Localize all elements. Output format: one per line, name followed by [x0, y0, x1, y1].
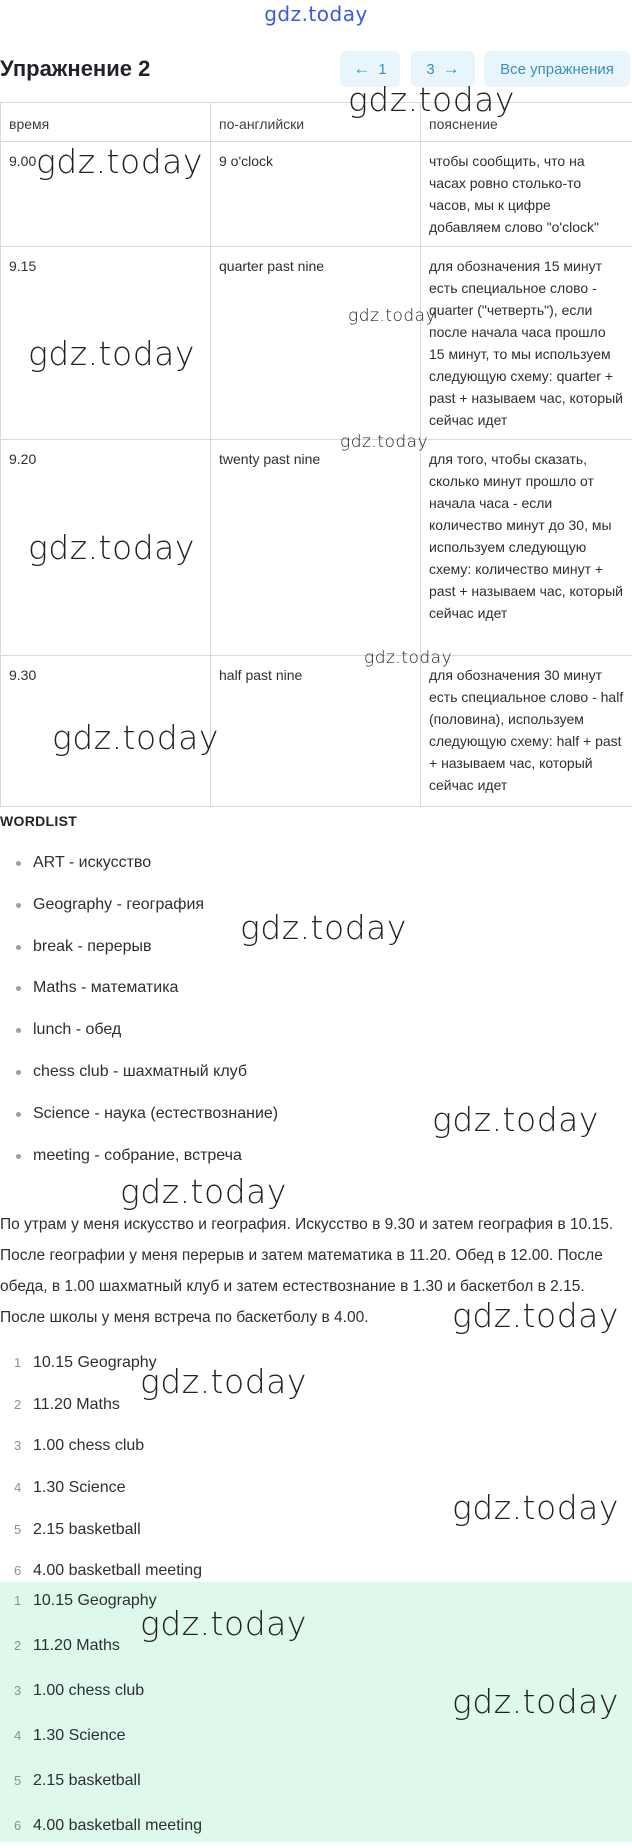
next-exercise-label: 3 [426, 61, 434, 78]
item-number: 5 [14, 1509, 21, 1551]
page-title: Упражнение 2 [0, 56, 150, 82]
item-number: 4 [14, 1713, 21, 1758]
cell-time: 9.30 [1, 656, 211, 808]
cell-time: 9.20 [1, 440, 211, 656]
table-row [1, 247, 632, 440]
prev-exercise-label: 1 [378, 61, 386, 78]
watermark: gdz.today [240, 908, 407, 947]
next-exercise-button[interactable] [411, 51, 475, 87]
item-text: 4.00 basketball meeting [33, 1817, 202, 1834]
watermark: gdz.today [452, 1488, 619, 1527]
cell-english: half past nine [211, 656, 421, 808]
cell-english: twenty past nine [211, 440, 421, 656]
item-number: 3 [14, 1668, 21, 1713]
arrow-right-icon: → [443, 59, 460, 79]
all-exercises-label: Все упражнения [500, 61, 614, 78]
table-header-row [1, 103, 632, 142]
list-item: lunch - обед [0, 1009, 632, 1051]
watermark: gdz.today [120, 1172, 287, 1211]
table-row [1, 440, 632, 656]
item-number: 6 [14, 1550, 21, 1592]
cell-explanation: для обозначения 15 минут есть специальное слово - quarter ("четверть"), если после начала часа прошло 15 минут, то мы используем следующую схему: quarter + past + называем час, который сейчас идет [421, 247, 632, 440]
list-item [0, 1425, 632, 1467]
list-item: chess club - шахматный клуб [0, 1051, 632, 1093]
item-number: 4 [14, 1467, 21, 1509]
list-item [0, 1509, 632, 1551]
item-number: 6 [14, 1803, 21, 1848]
list-item: Geography - география [0, 884, 632, 926]
list-item: Maths - математика [0, 967, 632, 1009]
item-number: 3 [14, 1425, 21, 1467]
arrow-left-icon: ← [353, 59, 370, 79]
item-text: 1.00 chess club [33, 1682, 144, 1699]
list-item [0, 1623, 632, 1668]
item-number: 5 [14, 1758, 21, 1803]
answer-list [0, 1342, 632, 1592]
column-header: пояснение [421, 103, 632, 142]
item-text: 11.20 Maths [33, 1637, 120, 1654]
watermark: gdz.today [340, 432, 428, 452]
item-text: 1.00 chess club [33, 1437, 144, 1454]
item-number: 2 [14, 1623, 21, 1668]
watermark: gdz.today [348, 306, 436, 326]
solution-table [0, 102, 632, 807]
list-item [0, 1668, 632, 1713]
watermark: gdz.today [364, 648, 452, 668]
item-text: 4.00 basketball meeting [33, 1562, 202, 1579]
cell-english: quarter past nine [211, 247, 421, 440]
watermark: gdz.today [52, 718, 219, 757]
list-item [0, 1384, 632, 1426]
watermark: gdz.today [36, 142, 203, 181]
wordlist-heading: WORDLIST [0, 813, 77, 829]
list-item: Science - наука (естествознание) [0, 1093, 632, 1135]
list-item [0, 1713, 632, 1758]
watermark: gdz.today [348, 80, 515, 119]
watermark: gdz.today [28, 334, 195, 373]
answer-box-list [0, 1578, 632, 1848]
list-item: break - перерыв [0, 926, 632, 968]
watermark: gdz.today [28, 528, 195, 567]
watermark: gdz.today [140, 1362, 307, 1401]
item-number: 1 [14, 1342, 21, 1384]
column-header: по-английски [211, 103, 421, 142]
all-exercises-button[interactable] [484, 51, 630, 87]
watermark: gdz.today [140, 1604, 307, 1643]
list-item [0, 1342, 632, 1384]
wordlist [0, 842, 632, 1176]
cell-time: 9.00 [1, 142, 211, 247]
list-item [0, 1758, 632, 1803]
watermark: gdz.today [452, 1296, 619, 1335]
prev-exercise-button[interactable] [340, 51, 400, 87]
watermark: gdz.today [432, 1100, 599, 1139]
cell-explanation: для обозначения 30 минут есть специальное слово - half (половина), используем следующую схему: half + past + называем час, который сейчас идет [421, 656, 632, 808]
item-text: 10.15 Geography [33, 1592, 157, 1609]
cell-time: 9.15 [1, 247, 211, 440]
cell-english: 9 o'clock [211, 142, 421, 247]
list-item [0, 1803, 632, 1848]
item-text: 10.15 Geography [33, 1354, 157, 1371]
item-text: 2.15 basketball [33, 1521, 141, 1538]
item-number: 1 [14, 1578, 21, 1623]
site-logo[interactable]: gdz.today [0, 2, 632, 26]
item-number: 2 [14, 1384, 21, 1426]
list-item [0, 1578, 632, 1623]
watermark: gdz.today [452, 1682, 619, 1721]
translation-paragraph: По утрам у меня искусство и география. Искусство в 9.30 и затем география в 10.15. После географии у меня перерыв и затем математика в 11.20. Обед в 12.00. После обеда, в 1.00 шахматный клуб и затем естествознание в 1.30 и баскетбол в 2.15. После школы у меня встреча по баскетболу в 4.00. [0, 1209, 632, 1333]
cell-explanation: чтобы сообщить, что на часах ровно столько-то часов, мы к цифре добавляем слово "o'clock" [421, 142, 632, 247]
item-text: 1.30 Science [33, 1479, 126, 1496]
item-text: 1.30 Science [33, 1727, 126, 1744]
column-header: время [1, 103, 211, 142]
table-row [1, 656, 632, 808]
table-row [1, 142, 632, 247]
item-text: 11.20 Maths [33, 1396, 120, 1413]
cell-explanation: для того, чтобы сказать, сколько минут прошло от начала часа - если количество минут до 30, мы используем следующую схему: количество минут + past + называем час, который сейчас идет [421, 440, 632, 656]
list-item: ART - искусство [0, 842, 632, 884]
list-item [0, 1467, 632, 1509]
list-item: meeting - собрание, встреча [0, 1135, 632, 1177]
item-text: 2.15 basketball [33, 1772, 141, 1789]
